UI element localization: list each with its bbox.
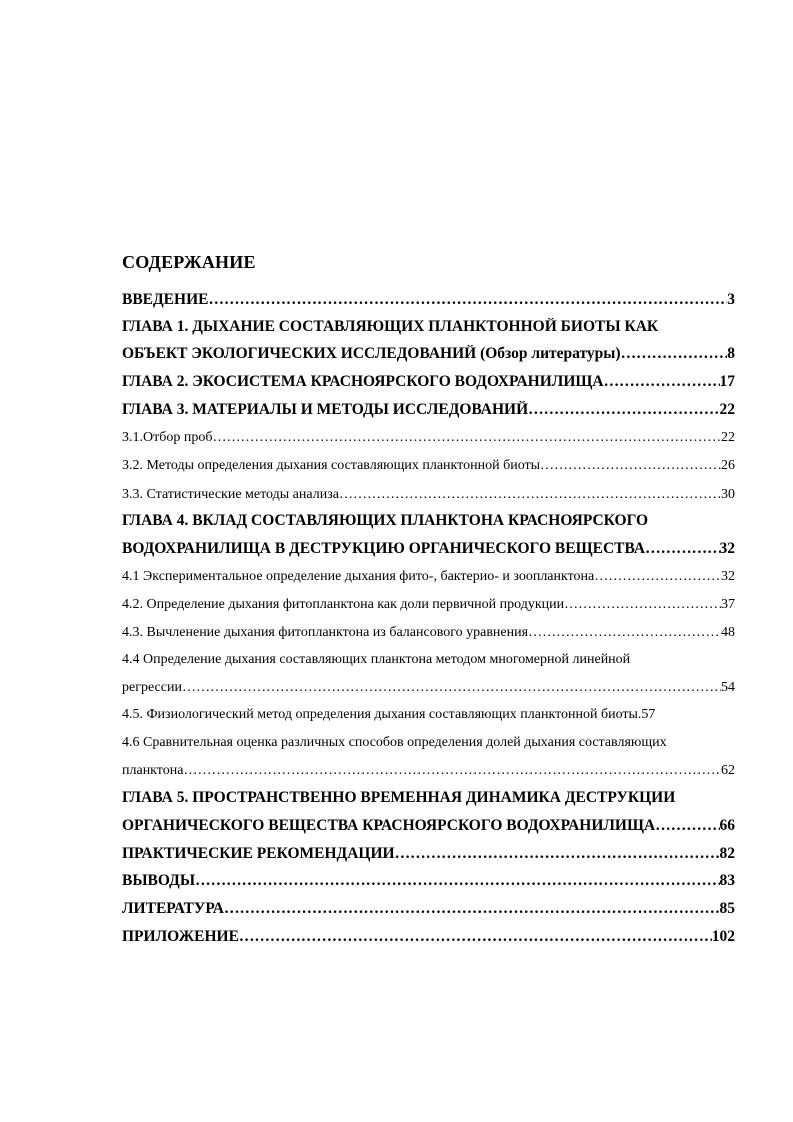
toc-page-number: 37 — [721, 597, 735, 612]
toc-entry — [122, 540, 735, 558]
toc-dot-leader — [195, 872, 719, 890]
toc-page-number: 3 — [727, 291, 735, 308]
toc-entry — [122, 762, 735, 780]
toc-entry — [122, 624, 735, 642]
toc-dot-leader — [564, 596, 721, 614]
toc-page-number: 30 — [721, 487, 735, 502]
toc-entry-title: 4.2. Определение дыхания фитопланктона как доли первичной продукции — [122, 597, 565, 612]
toc-entry-title: 3.2. Методы определения дыхания составляющих планктонной биоты — [122, 458, 541, 473]
toc-page-number: 82 — [719, 845, 735, 862]
toc-entry — [122, 679, 735, 697]
toc-page-number: 8 — [727, 345, 735, 362]
toc-page-number: 32 — [719, 540, 735, 557]
toc-entry — [122, 872, 735, 890]
toc-dot-leader — [604, 373, 720, 391]
toc-entry — [122, 457, 735, 475]
toc-entry — [122, 900, 735, 918]
toc-dot-leader — [339, 486, 721, 504]
toc-dot-leader — [182, 679, 721, 697]
toc-entry — [122, 486, 735, 504]
toc-entry-title: 3.3. Статистические методы анализа — [122, 487, 339, 502]
toc-page-number: 26 — [721, 458, 735, 473]
toc-entry — [122, 401, 735, 419]
toc-entry — [122, 373, 735, 391]
toc-entry-title: 4.1 Экспериментальное определение дыхания фито-, бактерио- и зоопланктона — [122, 569, 595, 584]
toc-page-number: 66 — [719, 817, 735, 834]
toc-entry-title: ГЛАВА 2. ЭКОСИСТЕМА КРАСНОЯРСКОГО ВОДОХРАНИЛИЩА — [122, 373, 604, 390]
toc-entry — [122, 345, 735, 363]
toc-entry — [122, 596, 735, 614]
toc-page-number: 17 — [719, 373, 735, 390]
toc-entry-title: регрессии — [122, 680, 182, 695]
toc-page-number: 85 — [719, 900, 735, 917]
toc-page-number: 32 — [721, 569, 735, 584]
toc-entry-title: 4.3. Вычленение дыхания фитопланктона из балансового уравнения — [122, 625, 529, 640]
toc-entry-title: ПРИЛОЖЕНИЕ — [122, 928, 239, 945]
toc-entry-title: ВЫВОДЫ — [122, 872, 196, 889]
toc-page-number: 48 — [721, 625, 735, 640]
toc-entry — [122, 928, 735, 946]
toc-dot-leader — [208, 291, 727, 309]
toc-dot-leader — [528, 401, 719, 419]
toc-page-number: 83 — [719, 872, 735, 889]
toc-dot-leader — [540, 457, 721, 475]
toc-dot-leader — [183, 762, 721, 780]
toc-dot-leader — [655, 817, 719, 835]
toc-entry-line: ГЛАВА 1. ДЫХАНИЕ СОСТАВЛЯЮЩИХ ПЛАНКТОННОЙ БИОТЫ КАК — [122, 318, 659, 335]
toc-entry-title: ВОДОХРАНИЛИЩА В ДЕСТРУКЦИЮ ОРГАНИЧЕСКОГО ВЕЩЕСТВА — [122, 540, 646, 557]
toc-dot-leader — [212, 429, 721, 447]
toc-entry — [122, 291, 735, 309]
toc-dot-leader — [621, 345, 728, 363]
toc-entry — [122, 845, 735, 863]
toc-entry-line: 4.6 Сравнительная оценка различных способов определения долей дыхания составляющих — [122, 735, 667, 750]
toc-entry — [122, 429, 735, 447]
toc-entry-title: ОРГАНИЧЕСКОГО ВЕЩЕСТВА КРАСНОЯРСКОГО ВОДОХРАНИЛИЩА — [122, 817, 656, 834]
toc-dot-leader — [239, 928, 712, 946]
toc-entry-title: ЛИТЕРАТУРА — [122, 900, 224, 917]
toc-dot-leader — [528, 624, 721, 642]
toc-entry-line: ГЛАВА 5. ПРОСТРАНСТВЕННО ВРЕМЕННАЯ ДИНАМИКА ДЕСТРУКЦИИ — [122, 789, 676, 806]
toc-entry-title: 3.1.Отбор проб — [122, 430, 213, 445]
toc-entry-line: ГЛАВА 4. ВКЛАД СОСТАВЛЯЮЩИХ ПЛАНКТОНА КРАСНОЯРСКОГО — [122, 512, 649, 529]
toc-entry-title: ОБЪЕКТ ЭКОЛОГИЧЕСКИХ ИССЛЕДОВАНИЙ (Обзор литературы) — [122, 345, 621, 362]
toc-page-number: 22 — [721, 430, 735, 445]
toc-dot-leader — [645, 540, 719, 558]
toc-page-number: 54 — [721, 680, 735, 695]
toc-entry-title: ГЛАВА 3. МАТЕРИАЛЫ И МЕТОДЫ ИССЛЕДОВАНИЙ — [122, 401, 529, 418]
toc-dot-leader — [395, 845, 720, 863]
toc-page-number: 62 — [721, 763, 735, 778]
toc-entry-title: планктона — [122, 763, 184, 778]
toc-entry-line: 4.5. Физиологический метод определения дыхания составляющих планктонной биоты.57 — [122, 707, 656, 722]
toc-entry-title: ПРАКТИЧЕСКИЕ РЕКОМЕНДАЦИИ — [122, 845, 395, 862]
toc-entry-line: 4.4 Определение дыхания составляющих планктона методом многомерной линейной — [122, 652, 631, 667]
toc-entry-title: ВВЕДЕНИЕ — [122, 291, 209, 308]
toc-page-number: 102 — [711, 928, 735, 945]
page-title: СОДЕРЖАНИЕ — [122, 252, 256, 272]
toc-dot-leader — [224, 900, 720, 918]
toc-dot-leader — [594, 568, 721, 586]
toc-entry — [122, 817, 735, 835]
toc-entry — [122, 568, 735, 586]
toc-page-number: 22 — [719, 401, 735, 418]
